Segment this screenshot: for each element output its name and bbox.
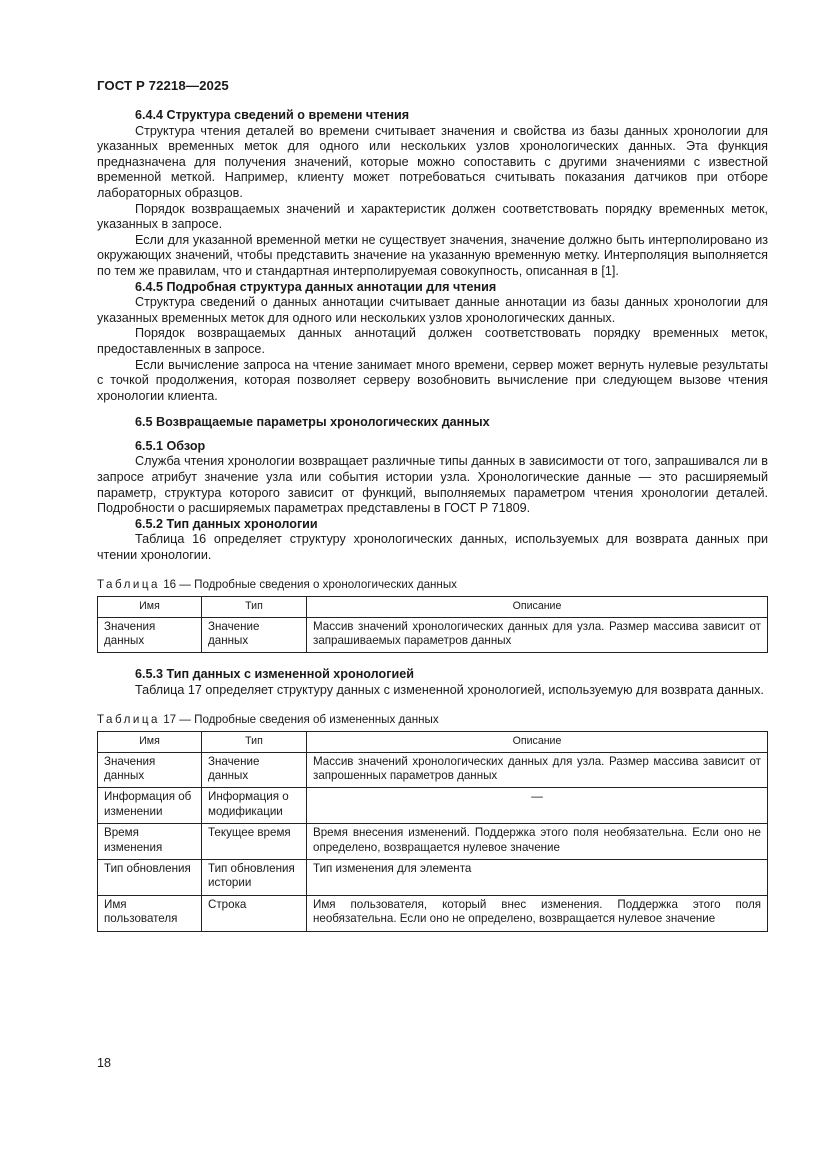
paragraph: Структура чтения деталей во времени считывает значения и свойства из базы данных хронологии для указанных временных меток для одного или нескольких узлов хронологических данных. Эта функция предназначена для получения значений, которые можно сопоставить с другими значениями с известной временной меткой. Например, клиенту может потребоваться считывать показания датчиков при отборе лабораторных образцов.	[97, 123, 768, 200]
table-row	[98, 788, 768, 824]
column-header-name: Имя	[98, 732, 202, 752]
document-body	[97, 108, 768, 932]
section-heading-6-5-2: 6.5.2 Тип данных хронологии	[135, 516, 318, 531]
cell-description: Время внесения изменений. Поддержка этого поля необязательна. Если оно не определено, возвращается нулевое значение	[307, 824, 768, 860]
cell-type: Тип обновления истории	[202, 860, 307, 896]
paragraph: Если для указанной временной метки не существует значения, значение должно быть интерполировано из окружающих значений, чтобы представить значение на указанную временную метку. Интерполяция выполняется по тем же правилам, что и стандартная интерполируемая совокупность, описанная в [1].	[97, 232, 768, 278]
table-row	[98, 752, 768, 788]
cell-type: Строка	[202, 895, 307, 931]
cell-description: Тип изменения для элемента	[307, 860, 768, 896]
document-header: ГОСТ Р 72218—2025	[97, 78, 229, 93]
table-17-caption	[97, 710, 768, 728]
paragraph: Структура сведений о данных аннотации считывает данные аннотации из базы данных хронологии для указанных временных меток для одного или нескольких узлов хронологических данных.	[97, 295, 768, 325]
cell-type: Значение данных	[202, 752, 307, 788]
table-row	[98, 895, 768, 931]
cell-description: —	[307, 788, 768, 824]
cell-name: Время изменения	[98, 824, 202, 860]
cell-name: Информация об изменении	[98, 788, 202, 824]
column-header-description: Описание	[307, 597, 768, 617]
table-header-row	[98, 732, 768, 752]
paragraph: Таблица 16 определяет структуру хронологических данных, используемых для возврата данных при чтении хронологии.	[97, 532, 768, 563]
column-header-type: Тип	[202, 732, 307, 752]
cell-name: Тип обновления	[98, 860, 202, 896]
paragraph: Порядок возвращаемых данных аннотаций должен соответствовать порядку временных меток, предоставленных в запросе.	[97, 326, 768, 356]
section-heading-6-4-5: 6.4.5 Подробная структура данных аннотации для чтения	[135, 279, 497, 294]
section-heading-6-5: 6.5 Возвращаемые параметры хронологических данных	[135, 415, 490, 430]
cell-description: Имя пользователя, который внес изменения. Поддержка этого поля необязательна. Если оно не определено, возвращается нулевое значение	[307, 895, 768, 931]
cell-type: Информация о модификации	[202, 788, 307, 824]
paragraph: Порядок возвращаемых значений и характеристик должен соответствовать порядку временных меток, указанных в запросе.	[97, 201, 768, 232]
cell-name: Имя пользователя	[98, 895, 202, 931]
page-number: 18	[97, 1056, 112, 1070]
caption-text: 17 — Подробные сведения об измененных данных	[159, 712, 439, 726]
table-17	[97, 731, 768, 931]
paragraph: Если вычисление запроса на чтение занимает много времени, сервер может вернуть нулевые результаты с точкой продолжения, которая позволяет серверу возобновить вычисление при следующем вызове чтения хронологии клиента.	[97, 357, 768, 403]
caption-word: Таблица	[97, 577, 160, 591]
cell-description: Массив значений хронологических данных для узла. Размер массива зависит от запрошенных параметров данных	[307, 752, 768, 788]
cell-type: Текущее время	[202, 824, 307, 860]
section-heading-6-5-1: 6.5.1 Обзор	[135, 438, 206, 453]
table-row	[98, 617, 768, 653]
table-16	[97, 596, 768, 653]
section-heading-6-5-3: 6.5.3 Тип данных с измененной хронологией	[135, 667, 414, 682]
caption-text: 16 — Подробные сведения о хронологических данных	[159, 577, 457, 591]
column-header-description: Описание	[307, 732, 768, 752]
paragraph: Служба чтения хронологии возвращает различные типы данных в зависимости от того, запрашивался ли в запросе атрибут значение узла или события истории узла. Хронологические данные — это расширяемый параметр, структура которого зависит от функций, выполняемых параметром чтения хронологии деталей. Подробности о расширяемых параметрах представлены в ГОСТ Р 71809.	[97, 454, 768, 516]
paragraph: Таблица 17 определяет структуру данных с измененной хронологией, используемую для возврата данных.	[135, 683, 764, 698]
table-header-row	[98, 597, 768, 617]
cell-name: Значения данных	[98, 752, 202, 788]
section-heading-6-4-4: 6.4.4 Структура сведений о времени чтения	[135, 108, 410, 122]
table-16-caption	[97, 575, 768, 593]
table-row	[98, 860, 768, 896]
cell-description: Массив значений хронологических данных для узла. Размер массива зависит от запрашиваемых параметров данных	[307, 617, 768, 653]
column-header-type: Тип	[202, 597, 307, 617]
column-header-name: Имя	[98, 597, 202, 617]
caption-word: Таблица	[97, 712, 160, 726]
cell-name: Значения данных	[98, 617, 202, 653]
cell-type: Значение данных	[202, 617, 307, 653]
table-row	[98, 824, 768, 860]
